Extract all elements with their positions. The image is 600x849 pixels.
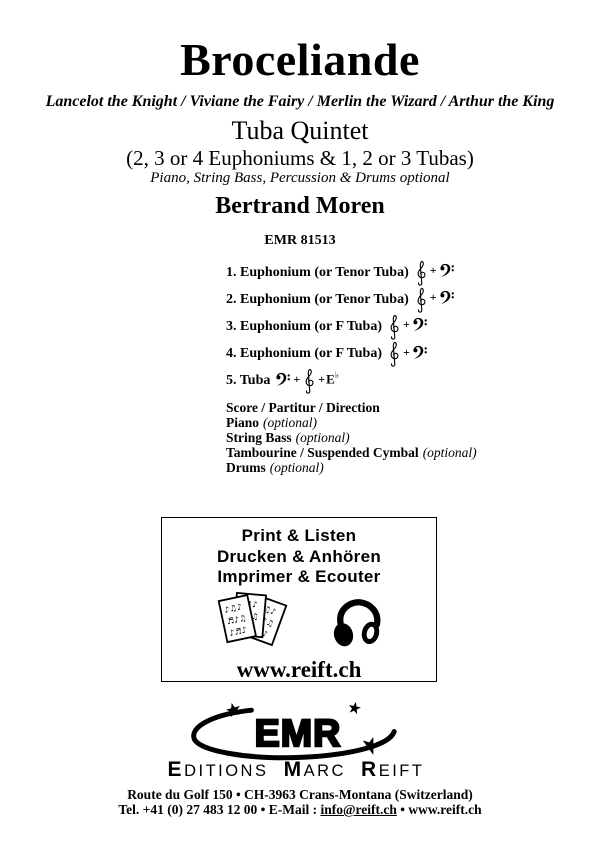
publisher-address: Route du Golf 150 • CH-3963 Crans-Montana (Switzerland) [127,787,473,802]
print-and-listen-box [161,517,437,682]
bass-clef-icon [439,263,455,278]
treble-clef-icon [387,314,401,340]
treble-clef-icon [414,287,428,313]
headphones-icon [330,595,384,651]
extra-parts-list [226,400,477,475]
extra-label: String Bass [226,430,292,445]
sheet-music-icon [214,592,300,654]
extra-line-drums [226,460,477,475]
instrument-line-3 [226,313,456,340]
page-title: Broceliande [180,34,420,85]
extra-line-string-bass [226,430,477,445]
instrument-line-4 [226,341,456,368]
publisher-name [0,758,600,782]
extra-label: Score / Partitur / Direction [226,400,380,415]
optional-tag: (optional) [269,460,324,475]
catalog-number: EMR 81513 [264,233,336,248]
clef-group [386,314,429,340]
eb-pitch-label: E♭ [326,371,339,387]
treble-clef-icon [414,260,428,286]
word-eift: EIFT [378,762,425,780]
optional-tag: (optional) [263,415,318,430]
emr-logo-text: EMR [254,711,342,754]
treble-clef-icon [387,341,401,367]
plus-sign: + [403,344,410,359]
initial-m: M [283,758,304,781]
composer-name: Bertrand Moren [215,193,385,219]
extra-label: Tambourine / Suspended Cymbal [226,445,419,460]
plus-sign: + [293,371,301,386]
instrument-label: 2. Euphonium (or Tenor Tuba) [226,291,409,307]
ensemble-name: Tuba Quintet [231,116,369,145]
word-arc: ARC [303,762,346,780]
instrumentation-line: (2, 3 or 4 Euphoniums & 1, 2 or 3 Tubas) [126,146,474,170]
treble-clef-icon [302,368,316,394]
instrument-line-5 [226,368,456,395]
word-ditions: DITIONS [184,762,269,780]
plus-sign: + [429,290,437,305]
clef-group [274,368,339,394]
email-link[interactable]: info@reift.ch [320,802,397,817]
instrument-label: 3. Euphonium (or F Tuba) [226,318,383,334]
clef-group [413,287,456,313]
optional-tag: (optional) [295,430,350,445]
extra-label: Drums [226,460,266,475]
promo-line-de: Drucken & Anhören [216,546,382,566]
movements-subtitle: Lancelot the Knight / Viviane the Fairy / Merlin the Wizard / Arthur the King [45,93,555,110]
publisher-contact-line [0,802,600,818]
website-link[interactable]: www.reift.ch [236,656,362,682]
instrument-line-1 [226,259,456,286]
contact-prefix: Tel. +41 (0) 27 483 12 00 • E-Mail : [118,802,321,817]
bass-clef-icon [439,290,455,305]
bass-clef-icon [412,317,428,332]
optional-tag: (optional) [422,445,477,460]
clef-group [413,260,456,286]
plus-sign: + [318,371,326,386]
initial-r: R [361,758,379,781]
plus-sign: + [429,263,437,278]
contact-suffix: • www.reift.ch [396,802,482,817]
instrument-label: 1. Euphonium (or Tenor Tuba) [226,264,409,280]
plus-sign: + [403,317,410,332]
extra-label: Piano [226,415,260,430]
optional-instruments-note: Piano, String Bass, Percussion & Drums optional [150,170,450,186]
initial-e: E [167,758,185,781]
bass-clef-icon [412,345,428,360]
extra-line-tambourine [226,445,477,460]
instrument-label: 5. Tuba [226,373,271,389]
bass-clef-icon [275,372,291,387]
extra-line-piano [226,415,477,430]
instrument-parts-list [226,259,456,395]
instrument-label: 4. Euphonium (or F Tuba) [226,346,383,362]
extra-line-score [226,400,477,415]
instrument-line-2 [226,286,456,313]
promo-icons-row [162,592,436,654]
promo-line-en: Print & Listen [241,526,357,545]
promo-line-fr: Imprimer & Ecouter [217,567,381,586]
clef-group [386,341,429,367]
flat-sign: ♭ [334,371,339,382]
